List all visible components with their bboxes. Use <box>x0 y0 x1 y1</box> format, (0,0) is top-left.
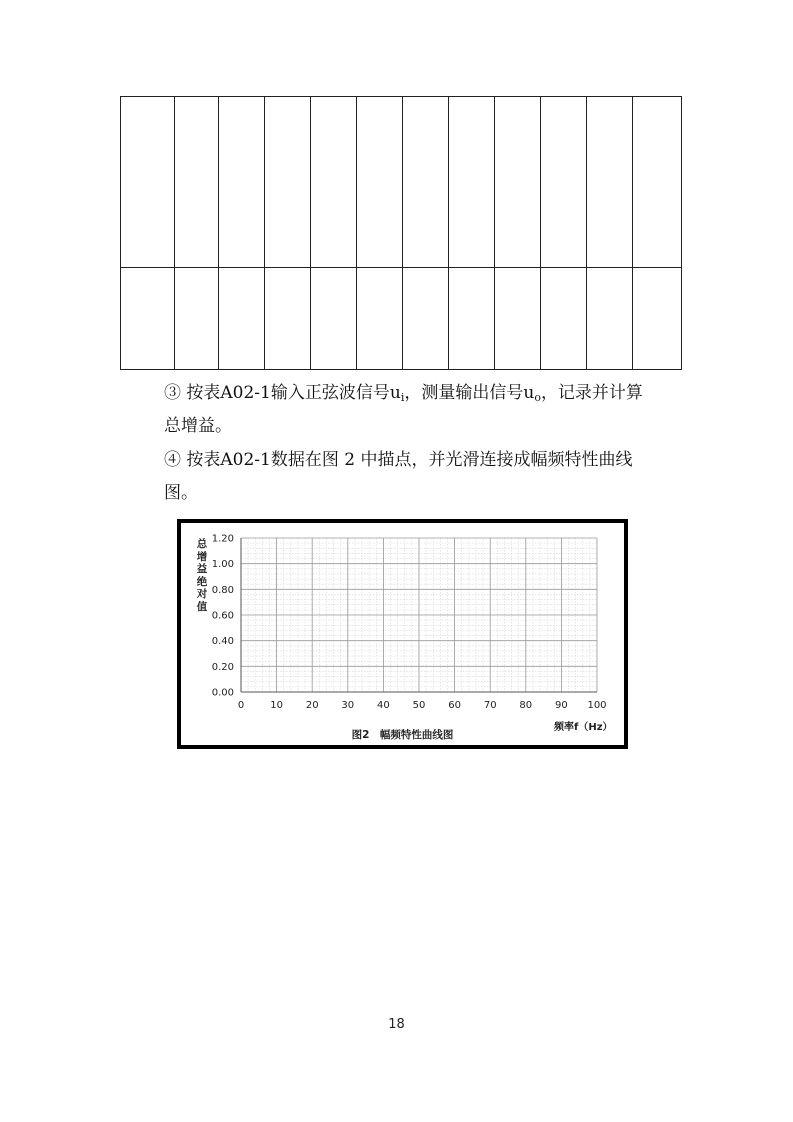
y-tick-label: 1.00 <box>211 559 234 571</box>
chart-caption: 图2 幅频特性曲线图 <box>351 729 454 741</box>
table-cell <box>219 268 265 370</box>
x-tick-label: 20 <box>305 700 319 711</box>
y-tick-label: 0.80 <box>211 584 234 596</box>
y-axis-label-char: 绝 <box>196 575 208 588</box>
y-tick-label: 0.40 <box>211 636 234 648</box>
x-tick-label: 40 <box>377 700 390 711</box>
amplitude-frequency-chart <box>177 519 628 749</box>
table-row <box>121 97 682 268</box>
step-3-line-1 <box>164 382 643 409</box>
chart-plot <box>181 523 624 745</box>
table-cell <box>449 268 495 370</box>
data-table <box>120 96 682 370</box>
step-3-text-a: ③ 按表A02-1输入正弦波信号u <box>164 383 401 403</box>
y-axis-label-char: 总 <box>196 538 208 550</box>
x-tick-label: 60 <box>448 700 461 711</box>
table-cell <box>541 268 587 370</box>
table-cell <box>495 97 541 268</box>
table-cell <box>633 97 682 268</box>
table-cell <box>357 97 403 268</box>
table-cell <box>633 268 682 370</box>
x-tick-label: 80 <box>519 700 533 711</box>
table-cell <box>311 97 357 268</box>
table-cell <box>121 97 175 268</box>
y-tick-label: 0.00 <box>211 687 234 699</box>
x-tick-label: 70 <box>483 700 497 711</box>
table-cell <box>357 268 403 370</box>
table-cell <box>265 97 311 268</box>
step-4-line-1: ④ 按表A02-1数据在图 2 中描点，并光滑连接成幅频特性曲线 <box>164 450 633 470</box>
uo-subscript: o <box>534 391 541 404</box>
x-tick-label: 10 <box>270 700 283 711</box>
y-tick-label: 0.20 <box>211 661 234 673</box>
table-cell <box>121 268 175 370</box>
y-axis-label-char: 增 <box>196 550 208 563</box>
y-axis-label-char: 益 <box>196 563 208 575</box>
x-tick-label: 0 <box>237 700 245 711</box>
table-cell <box>311 268 357 370</box>
y-axis-label <box>195 538 209 613</box>
x-tick-label: 30 <box>341 700 355 711</box>
table-cell <box>541 97 587 268</box>
table-cell <box>403 268 449 370</box>
ui-subscript: i <box>400 391 405 404</box>
x-tick-label: 100 <box>587 700 607 711</box>
table-cell <box>175 97 219 268</box>
y-tick-label: 0.60 <box>211 610 234 622</box>
table-cell <box>175 268 219 370</box>
table-cell <box>495 268 541 370</box>
table-cell <box>219 97 265 268</box>
step-4-line-2: 图。 <box>164 483 198 503</box>
step-3-line-2: 总增益。 <box>164 416 232 436</box>
y-tick-label: 1.20 <box>211 533 234 545</box>
table-cell <box>587 268 633 370</box>
table-cell <box>449 97 495 268</box>
table-cell <box>403 97 449 268</box>
table-row <box>121 268 682 370</box>
y-axis-label-char: 值 <box>196 600 208 613</box>
step-3-text-b: ，测量输出信号u <box>404 383 535 403</box>
table-cell <box>265 268 311 370</box>
page-number: 18 <box>388 1017 405 1032</box>
table-cell <box>587 97 633 268</box>
y-axis-label-char: 对 <box>196 588 208 600</box>
step-3-text-c: ，记录并计算 <box>540 383 643 403</box>
x-tick-label: 90 <box>555 700 568 711</box>
x-tick-label: 50 <box>412 700 426 711</box>
x-axis-label: 频率f（Hz） <box>554 722 613 733</box>
